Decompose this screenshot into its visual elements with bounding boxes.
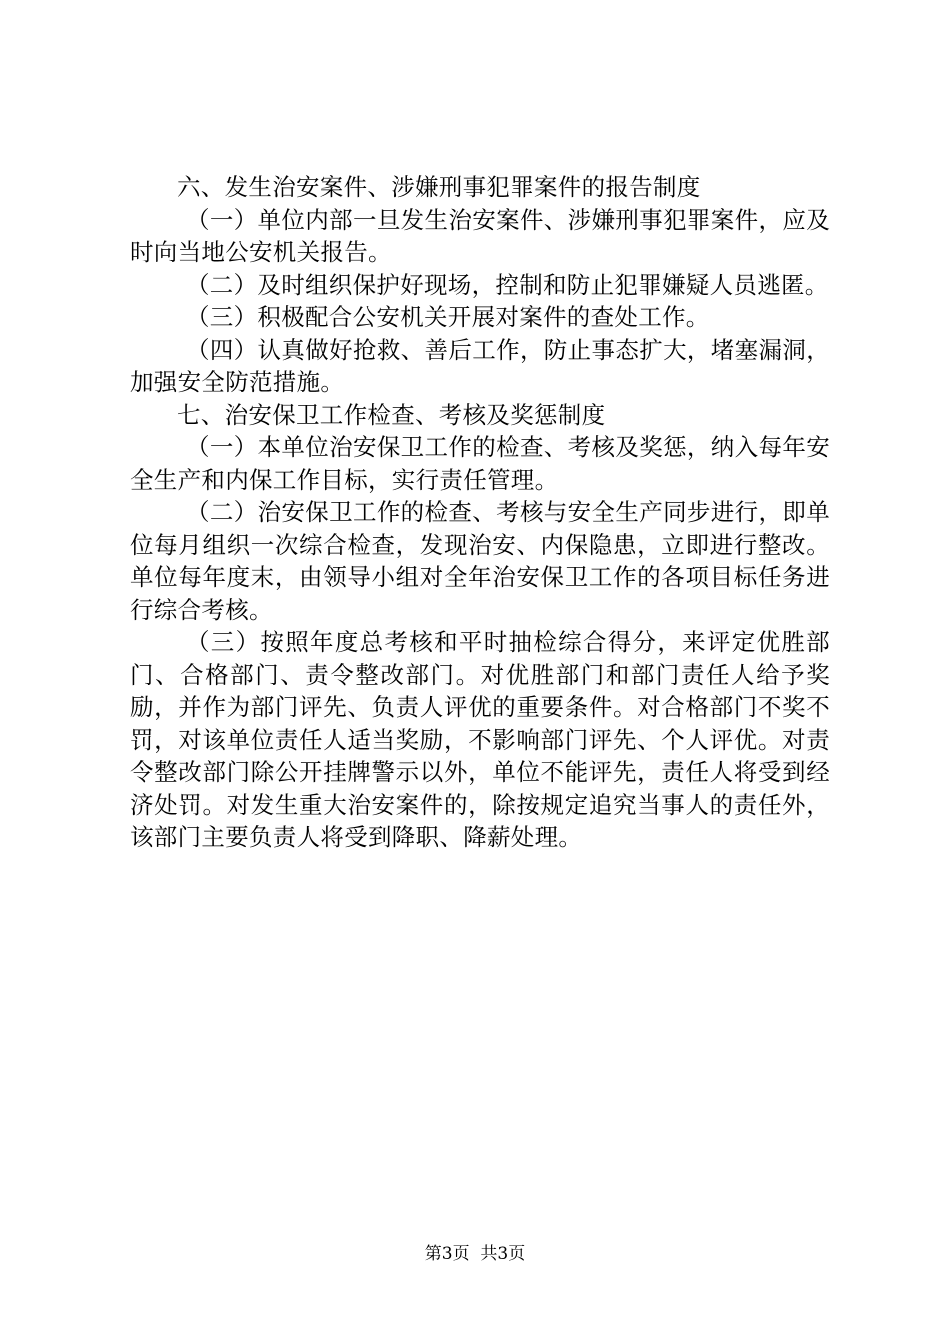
clause-7-2: （二）治安保卫工作的检查、考核与安全生产同步进行，即单位每月组织一次综合检查，发现治安、内保隐患，立即进行整改。单位每年度末，由领导小组对全年治安保卫工作的各项目标任务进行综合考核。 bbox=[130, 498, 830, 624]
page-number-label: 第3页 共3页 bbox=[424, 1244, 526, 1264]
clause-7-1: （一）本单位治安保卫工作的检查、考核及奖惩，纳入每年安全生产和内保工作目标，实行责任管理。 bbox=[130, 433, 830, 494]
clause-6-3: （三）积极配合公安机关开展对案件的查处工作。 bbox=[186, 303, 710, 331]
section-heading-6: 六、发生治安案件、涉嫌刑事犯罪案件的报告制度 bbox=[177, 173, 701, 201]
document-body bbox=[130, 171, 830, 854]
clause-6-4: （四）认真做好抢救、善后工作，防止事态扩大，堵塞漏洞，加强安全防范措施。 bbox=[130, 335, 830, 396]
section-heading-7: 七、治安保卫工作检查、考核及奖惩制度 bbox=[177, 400, 606, 429]
clause-6-2: （二）及时组织保护好现场，控制和防止犯罪嫌疑人员逃匿。 bbox=[186, 270, 829, 299]
clause-6-1: （一）单位内部一旦发生治安案件、涉嫌刑事犯罪案件，应及时向当地公安机关报告。 bbox=[130, 205, 830, 266]
clause-7-3: （三）按照年度总考核和平时抽检综合得分，来评定优胜部门、合格部门、责令整改部门。对优胜部门和部门责任人给予奖励，并作为部门评先、负责人评优的重要条件。对合格部门不奖不罚，对该单位责任人适当奖励，不影响部门评先、个人评优。对责令整改部门除公开挂牌警示以外，单位不能评先，责任人将受到经济处罚。对发生重大治安案件的，除按规定追究当事人的责任外，该部门主要负责人将受到降职、降薪处理。 bbox=[130, 628, 830, 851]
page-footer bbox=[0, 1242, 950, 1266]
